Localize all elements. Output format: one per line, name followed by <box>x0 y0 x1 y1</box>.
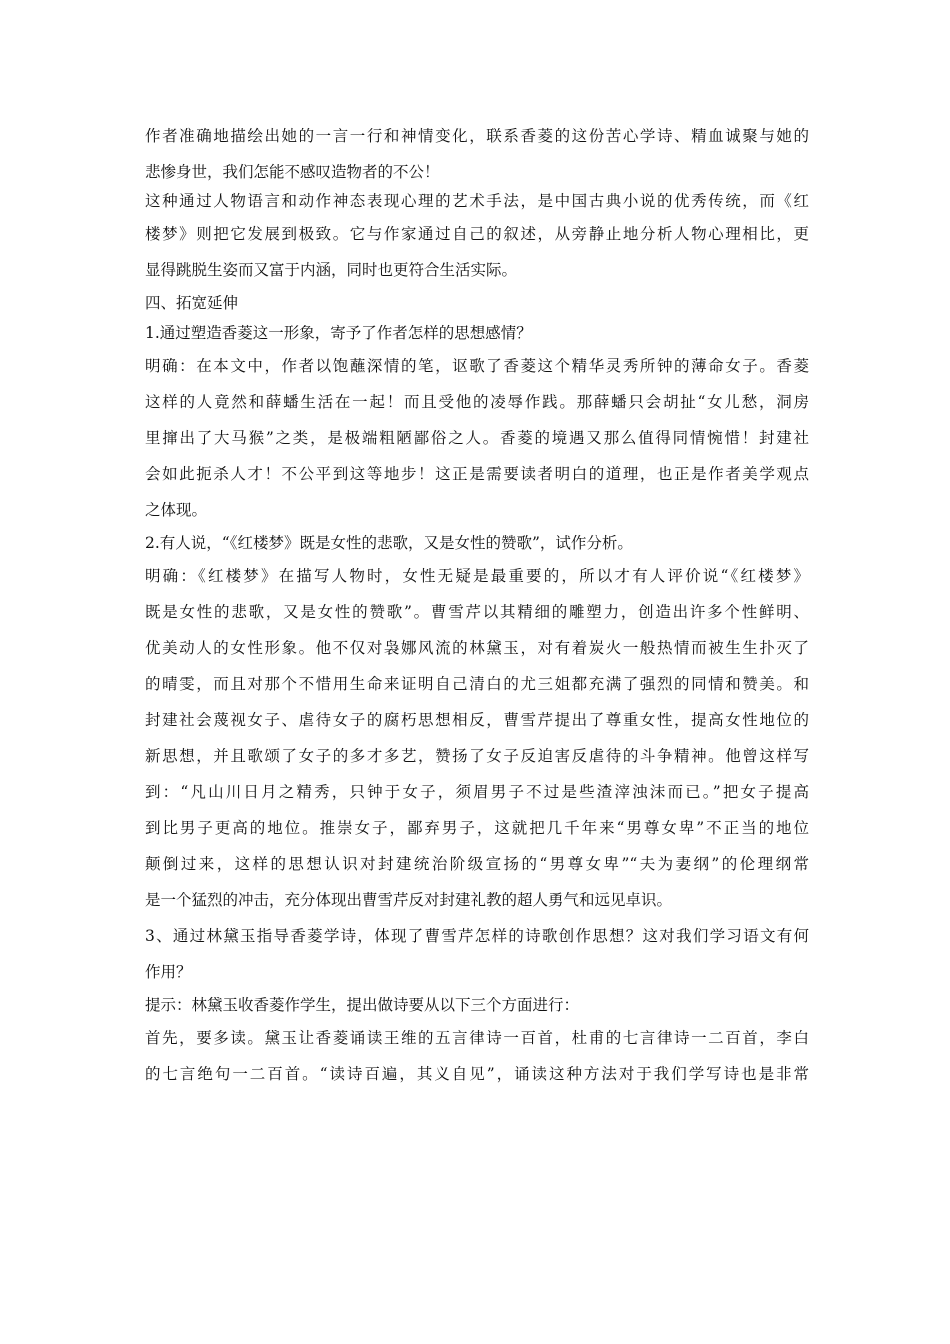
text-line: 封建社会蔑视女子、虐待女子的腐朽思想相反，曹雪芹提出了尊重女性，提高女性地位的 <box>145 711 809 729</box>
text-line: 明确：在本文中，作者以饱蘸深情的笔，讴歌了香菱这个精华灵秀所钟的薄命女子。香菱 <box>145 357 809 375</box>
text-line: 作用？ <box>145 963 192 981</box>
text-line: 的七言绝句一二百首。“读诗百遍，其义自见”，诵读这种方法对于我们学写诗也是非常 <box>145 1065 809 1083</box>
text-line: 的晴雯，而且对那个不惜用生命来证明自己清白的尤三姐都充满了强烈的同情和赞美。和 <box>145 675 809 693</box>
text-line: 这种通过人物语言和动作神态表现心理的艺术手法，是中国古典小说的优秀传统，而《红 <box>145 192 809 210</box>
text-line: 到：“凡山川日月之精秀，只钟于女子，须眉男子不过是些渣滓浊沫而已。”把女子提高 <box>145 783 809 801</box>
text-line: 里撺出了大马猴”之类，是极端粗陋鄙俗之人。香菱的境遇又那么值得同情惋惜！封建社 <box>145 429 809 447</box>
text-line: 新思想，并且歌颂了女子的多才多艺，赞扬了女子反迫害反虐待的斗争精神。他曾这样写 <box>145 747 809 765</box>
question-line: 1.通过塑造香菱这一形象，寄予了作者怎样的思想感情？ <box>145 324 532 342</box>
text-line: 显得跳脱生姿而又富于内涵，同时也更符合生活实际。 <box>145 261 518 279</box>
text-line: 楼梦》则把它发展到极致。它与作家通过自己的叙述，从旁静止地分析人物心理相比，更 <box>145 225 809 243</box>
text-line: 首先，要多读。黛玉让香菱诵读王维的五言律诗一百首，杜甫的七言律诗一二百首，李白 <box>145 1029 809 1047</box>
text-line: 会如此扼杀人才！不公平到这等地步！这正是需要读者明白的道理，也正是作者美学观点 <box>145 465 809 483</box>
text-line: 到比男子更高的地位。推崇女子，鄙弃男子，这就把几千年来“男尊女卑”不正当的地位 <box>145 819 809 837</box>
question-line: 3、通过林黛玉指导香菱学诗，体现了曹雪芹怎样的诗歌创作思想？这对我们学习语文有何 <box>145 927 809 945</box>
text-line: 颠倒过来，这样的思想认识对封建统治阶级宣扬的“男尊女卑”“夫为妻纲”的伦理纲常 <box>145 855 809 873</box>
text-line: 明确：《红楼梦》在描写人物时，女性无疑是最重要的，所以才有人评价说“《红楼梦》 <box>145 567 809 585</box>
text-line: 提示：林黛玉收香菱作学生，提出做诗要从以下三个方面进行： <box>145 996 580 1014</box>
section-heading: 四、拓宽延伸 <box>145 294 239 312</box>
question-line: 2.有人说，“《红楼梦》既是女性的悲歌，又是女性的赞歌”，试作分析。 <box>145 534 633 552</box>
text-line: 是一个猛烈的冲击，充分体现出曹雪芹反对封建礼教的超人勇气和远见卓识。 <box>145 891 673 909</box>
text-line: 悲惨身世，我们怎能不感叹造物者的不公！ <box>145 163 440 181</box>
text-line: 这样的人竟然和薛蟠生活在一起！而且受他的凌辱作践。那薛蟠只会胡扯“女儿愁，洞房 <box>145 393 809 411</box>
text-line: 既是女性的悲歌，又是女性的赞歌”。曹雪芹以其精细的雕塑力，创造出许多个性鲜明、 <box>145 603 809 621</box>
text-line: 之体现。 <box>145 501 208 519</box>
document-body <box>145 118 809 1092</box>
text-line: 作者准确地描绘出她的一言一行和神情变化，联系香菱的这份苦心学诗、精血诚聚与她的 <box>145 127 809 145</box>
text-line: 优美动人的女性形象。他不仅对袅娜风流的林黛玉，对有着炭火一般热情而被生生扑灭了 <box>145 639 809 657</box>
